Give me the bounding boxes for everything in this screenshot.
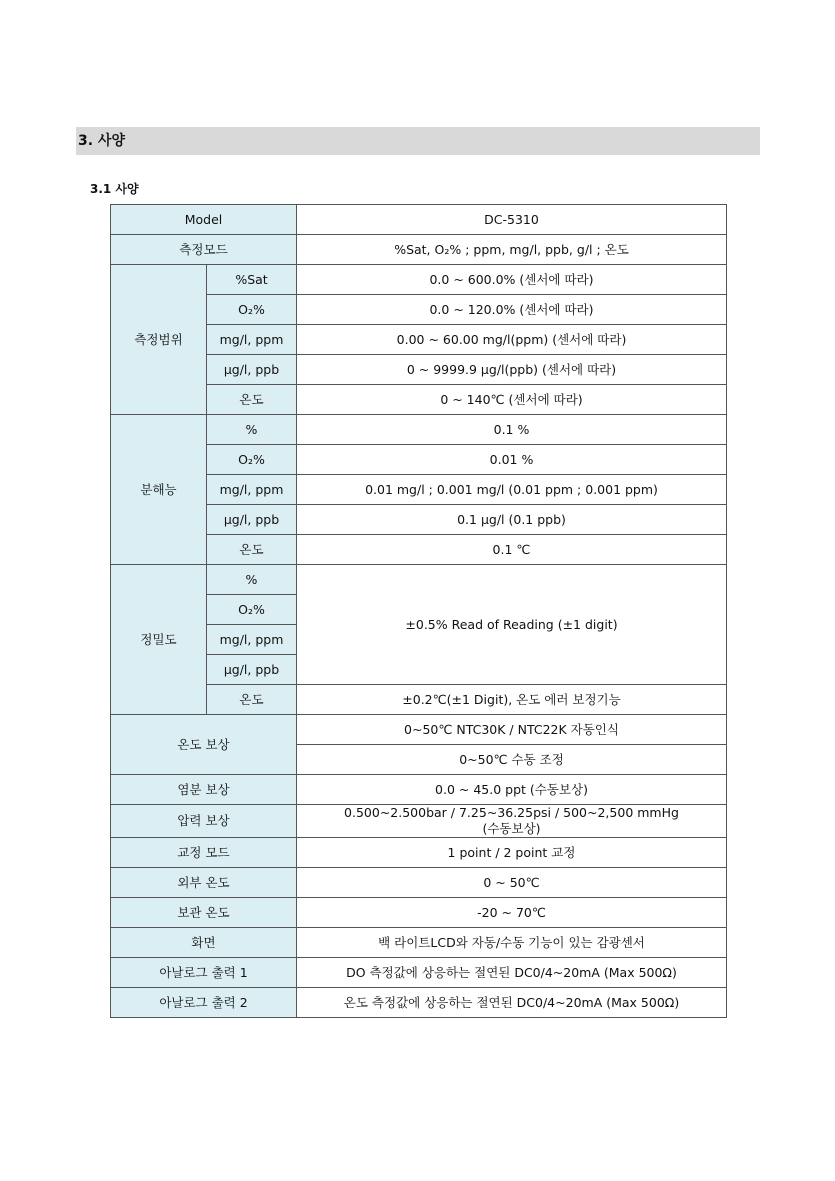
accuracy-sub: O₂% (207, 595, 297, 625)
resolution-value: 0.1 ℃ (297, 535, 727, 565)
table-row (111, 958, 727, 988)
table-row (111, 235, 727, 265)
resolution-sub: % (207, 415, 297, 445)
range-value: 0 ~ 140℃ (센서에 따라) (297, 385, 727, 415)
resolution-sub: mg/l, ppm (207, 475, 297, 505)
table-row (111, 205, 727, 235)
table-row (111, 805, 727, 838)
table-row (111, 715, 727, 745)
resolution-value: 0.1 % (297, 415, 727, 445)
temp-comp-label: 온도 보상 (111, 715, 297, 775)
storage-temp-value: -20 ~ 70℃ (297, 898, 727, 928)
range-value: 0.0 ~ 600.0% (센서에 따라) (297, 265, 727, 295)
display-label: 화면 (111, 928, 297, 958)
range-value: 0.0 ~ 120.0% (센서에 따라) (297, 295, 727, 325)
ext-temp-label: 외부 온도 (111, 868, 297, 898)
range-value: 0 ~ 9999.9 µg/l(ppb) (센서에 따라) (297, 355, 727, 385)
storage-temp-label: 보관 온도 (111, 898, 297, 928)
mode-label: 측정모드 (111, 235, 297, 265)
table-row (111, 775, 727, 805)
analog1-label: 아날로그 출력 1 (111, 958, 297, 988)
section-heading: 3. 사양 (76, 127, 760, 155)
resolution-value: 0.01 % (297, 445, 727, 475)
model-value: DC-5310 (297, 205, 727, 235)
resolution-sub: µg/l, ppb (207, 505, 297, 535)
model-label: Model (111, 205, 297, 235)
range-sub: µg/l, ppb (207, 355, 297, 385)
range-value: 0.00 ~ 60.00 mg/l(ppm) (센서에 따라) (297, 325, 727, 355)
table-row (111, 415, 727, 445)
table-row (111, 898, 727, 928)
pressure-line-1: 0.500~2.500bar / 7.25~36.25psi / 500~2,500 mmHg (344, 805, 679, 820)
range-sub: %Sat (207, 265, 297, 295)
resolution-sub: O₂% (207, 445, 297, 475)
range-sub: O₂% (207, 295, 297, 325)
display-value: 백 라이트LCD와 자동/수동 기능이 있는 감광센서 (297, 928, 727, 958)
analog2-label: 아날로그 출력 2 (111, 988, 297, 1018)
accuracy-value: ±0.5% Read of Reading (±1 digit) (297, 565, 727, 685)
subsection-heading: 3.1 사양 (90, 182, 139, 196)
range-sub: 온도 (207, 385, 297, 415)
resolution-sub: 온도 (207, 535, 297, 565)
table-row (111, 928, 727, 958)
pressure-label: 압력 보상 (111, 805, 297, 838)
table-row (111, 988, 727, 1018)
temp-comp-auto: 0~50℃ NTC30K / NTC22K 자동인식 (297, 715, 727, 745)
table-row (111, 838, 727, 868)
range-label: 측정범위 (111, 265, 207, 415)
ext-temp-value: 0 ~ 50℃ (297, 868, 727, 898)
salinity-label: 염분 보상 (111, 775, 297, 805)
accuracy-sub: mg/l, ppm (207, 625, 297, 655)
range-sub: mg/l, ppm (207, 325, 297, 355)
resolution-value: 0.01 mg/l ; 0.001 mg/l (0.01 ppm ; 0.001 ppm) (297, 475, 727, 505)
spec-table (110, 204, 727, 1018)
accuracy-sub: µg/l, ppb (207, 655, 297, 685)
table-row (111, 868, 727, 898)
analog2-value: 온도 측정값에 상응하는 절연된 DC0/4~20mA (Max 500Ω) (297, 988, 727, 1018)
resolution-value: 0.1 µg/l (0.1 ppb) (297, 505, 727, 535)
table-row (111, 265, 727, 295)
accuracy-label: 정밀도 (111, 565, 207, 715)
analog1-value: DO 측정값에 상응하는 절연된 DC0/4~20mA (Max 500Ω) (297, 958, 727, 988)
pressure-value (297, 805, 727, 838)
mode-value: %Sat, O₂% ; ppm, mg/l, ppb, g/l ; 온도 (297, 235, 727, 265)
accuracy-temp-sub: 온도 (207, 685, 297, 715)
salinity-value: 0.0 ~ 45.0 ppt (수동보상) (297, 775, 727, 805)
accuracy-temp-value: ±0.2℃(±1 Digit), 온도 에러 보정기능 (297, 685, 727, 715)
table-row (111, 565, 727, 595)
resolution-label: 분해능 (111, 415, 207, 565)
pressure-line-2: (수동보상) (482, 821, 541, 836)
calibration-label: 교정 모드 (111, 838, 297, 868)
temp-comp-manual: 0~50℃ 수동 조정 (297, 745, 727, 775)
accuracy-sub: % (207, 565, 297, 595)
calibration-value: 1 point / 2 point 교정 (297, 838, 727, 868)
